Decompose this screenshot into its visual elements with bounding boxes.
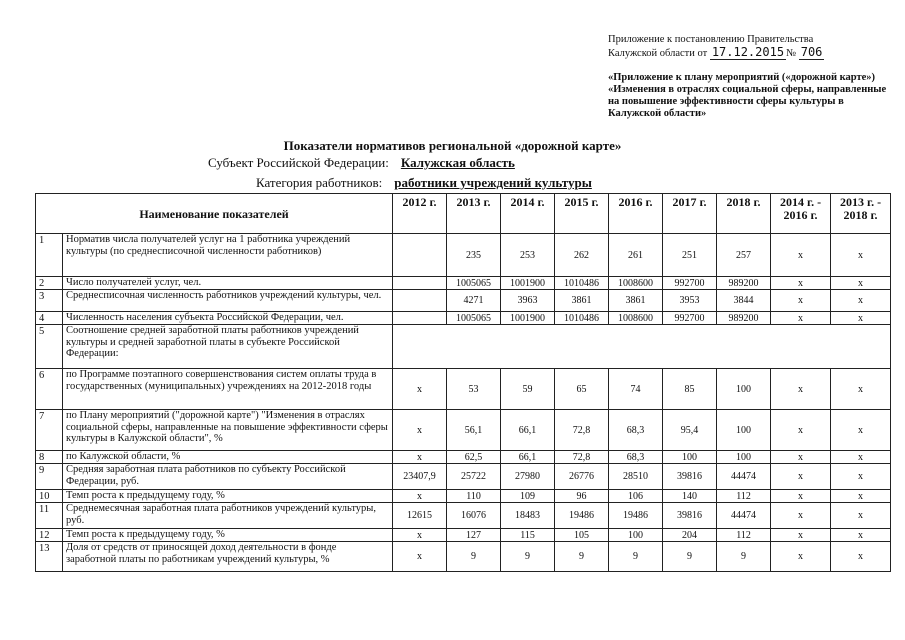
- row-value-cell: 25722: [447, 464, 501, 490]
- row-indicator-name: по Калужской области, %: [63, 451, 393, 464]
- row-number: 10: [36, 490, 63, 503]
- row-value-cell: 109: [501, 490, 555, 503]
- row-value-cell: 18483: [501, 503, 555, 529]
- row-value-cell: x: [831, 277, 891, 290]
- row-value-cell: 26776: [555, 464, 609, 490]
- row-value-cell: 9: [663, 542, 717, 572]
- row-value-cell: [393, 234, 447, 277]
- row-value-cell: 989200: [717, 277, 771, 290]
- subject-row: [208, 155, 515, 171]
- row-value-cell: 96: [555, 490, 609, 503]
- row-value-cell: 261: [609, 234, 663, 277]
- row-value-cell: 72,8: [555, 451, 609, 464]
- table-row: [36, 234, 891, 277]
- row-value-cell: 1005065: [447, 312, 501, 325]
- table-row: [36, 542, 891, 572]
- table-row: [36, 290, 891, 312]
- row-value-cell: 9: [555, 542, 609, 572]
- row-indicator-name: по Программе поэтапного совершенствования систем оплаты труда в государственных (муниципальных) учреждениях на 2012-2018 годы: [63, 369, 393, 410]
- row-value-cell: 100: [717, 410, 771, 451]
- appendix-number-label: №: [786, 48, 797, 59]
- table-row: [36, 410, 891, 451]
- row-value-cell: x: [831, 290, 891, 312]
- row-indicator-name: Доля от средств от приносящей доход деятельности в фонде заработной платы по работникам учреждений культуры, %: [63, 542, 393, 572]
- row-value-cell: x: [831, 312, 891, 325]
- row-value-cell: 253: [501, 234, 555, 277]
- row-value-cell: 74: [609, 369, 663, 410]
- row-number: 12: [36, 529, 63, 542]
- appendix-note: [608, 34, 824, 60]
- row-value-cell: 115: [501, 529, 555, 542]
- row-value-cell: x: [393, 529, 447, 542]
- row-value-cell: 262: [555, 234, 609, 277]
- row-value-cell: 3953: [663, 290, 717, 312]
- row-value-cell: 28510: [609, 464, 663, 490]
- row-value-cell: 100: [717, 451, 771, 464]
- row-value-cell: x: [771, 277, 831, 290]
- row-value-cell: 12615: [393, 503, 447, 529]
- row-value-cell: x: [831, 464, 891, 490]
- row-value-cell: 27980: [501, 464, 555, 490]
- row-value-cell: x: [771, 464, 831, 490]
- row-value-cell: 85: [663, 369, 717, 410]
- row-value-cell: 1010486: [555, 312, 609, 325]
- row-indicator-name: Среднемесячная заработная плата работников учреждений культуры, руб.: [63, 503, 393, 529]
- row-value-cell: 1008600: [609, 312, 663, 325]
- table-row: [36, 529, 891, 542]
- row-number: 9: [36, 464, 63, 490]
- table-body: [36, 234, 891, 572]
- row-indicator-name: Численность населения субъекта Российской Федерации, чел.: [63, 312, 393, 325]
- row-indicator-name: Соотношение средней заработной платы работников учреждений культуры и средней заработной платы в субъекте Российской Федерации:: [63, 325, 393, 369]
- column-header-year: 2016 г.: [609, 194, 663, 234]
- row-value-cell: 251: [663, 234, 717, 277]
- column-header-name: Наименование показателей: [36, 194, 393, 234]
- row-number: 7: [36, 410, 63, 451]
- row-number: 2: [36, 277, 63, 290]
- row-value-cell: x: [831, 369, 891, 410]
- row-value-cell: 39816: [663, 503, 717, 529]
- row-indicator-name: Среднесписочная численность работников учреждений культуры, чел.: [63, 290, 393, 312]
- column-header-year: 2013 г.: [447, 194, 501, 234]
- row-value-cell: x: [831, 234, 891, 277]
- row-value-cell: 3844: [717, 290, 771, 312]
- row-value-cell: 992700: [663, 312, 717, 325]
- appendix-line-1: Приложение к постановлению Правительства: [608, 34, 814, 45]
- row-value-cell: 9: [717, 542, 771, 572]
- row-value-cell: 66,1: [501, 410, 555, 451]
- row-value-cell: 1001900: [501, 312, 555, 325]
- row-merged-cell: [393, 325, 891, 369]
- row-indicator-name: Темп роста к предыдущему году, %: [63, 529, 393, 542]
- row-number: 1: [36, 234, 63, 277]
- row-value-cell: 1010486: [555, 277, 609, 290]
- row-value-cell: 204: [663, 529, 717, 542]
- row-value-cell: x: [771, 290, 831, 312]
- table-row: [36, 464, 891, 490]
- table-row: [36, 490, 891, 503]
- row-value-cell: x: [771, 369, 831, 410]
- row-value-cell: 68,3: [609, 451, 663, 464]
- row-value-cell: 39816: [663, 464, 717, 490]
- row-value-cell: x: [393, 490, 447, 503]
- row-value-cell: x: [393, 542, 447, 572]
- row-value-cell: 95,4: [663, 410, 717, 451]
- row-value-cell: x: [771, 503, 831, 529]
- row-value-cell: x: [831, 410, 891, 451]
- row-value-cell: x: [771, 234, 831, 277]
- row-value-cell: 9: [447, 542, 501, 572]
- document-title: Показатели нормативов региональной «дорожной карте»: [283, 138, 622, 153]
- row-value-cell: 110: [447, 490, 501, 503]
- row-value-cell: 23407,9: [393, 464, 447, 490]
- row-value-cell: 112: [717, 529, 771, 542]
- category-row: [256, 175, 592, 191]
- row-indicator-name: Число получателей услуг, чел.: [63, 277, 393, 290]
- row-value-cell: x: [771, 490, 831, 503]
- table-row: [36, 369, 891, 410]
- subject-value: Калужская область: [400, 155, 515, 170]
- row-value-cell: x: [393, 369, 447, 410]
- row-value-cell: 62,5: [447, 451, 501, 464]
- row-value-cell: x: [771, 410, 831, 451]
- row-value-cell: 3963: [501, 290, 555, 312]
- row-value-cell: x: [771, 312, 831, 325]
- row-value-cell: 100: [663, 451, 717, 464]
- column-header-year: 2012 г.: [393, 194, 447, 234]
- table-header-row: [36, 194, 891, 234]
- row-value-cell: [393, 312, 447, 325]
- row-value-cell: 3861: [555, 290, 609, 312]
- row-value-cell: 19486: [609, 503, 663, 529]
- column-header-year: 2017 г.: [663, 194, 717, 234]
- appendix-number: 706: [800, 45, 823, 59]
- row-number: 8: [36, 451, 63, 464]
- row-value-cell: 140: [663, 490, 717, 503]
- table-row: [36, 312, 891, 325]
- row-value-cell: x: [771, 451, 831, 464]
- row-indicator-name: Темп роста к предыдущему году, %: [63, 490, 393, 503]
- row-value-cell: 44474: [717, 464, 771, 490]
- indicators-table: [35, 193, 891, 572]
- row-value-cell: 127: [447, 529, 501, 542]
- row-number: 11: [36, 503, 63, 529]
- row-value-cell: 56,1: [447, 410, 501, 451]
- row-value-cell: 989200: [717, 312, 771, 325]
- row-value-cell: 106: [609, 490, 663, 503]
- row-value-cell: 1001900: [501, 277, 555, 290]
- row-value-cell: 9: [501, 542, 555, 572]
- row-value-cell: 3861: [609, 290, 663, 312]
- row-value-cell: x: [831, 490, 891, 503]
- row-number: 5: [36, 325, 63, 369]
- row-number: 4: [36, 312, 63, 325]
- row-value-cell: 992700: [663, 277, 717, 290]
- category-label: Категория работников:: [256, 175, 383, 190]
- row-value-cell: x: [393, 451, 447, 464]
- row-value-cell: x: [831, 529, 891, 542]
- row-value-cell: 65: [555, 369, 609, 410]
- appendix-line-2: [608, 46, 824, 60]
- row-value-cell: 9: [609, 542, 663, 572]
- row-value-cell: x: [771, 542, 831, 572]
- row-value-cell: 16076: [447, 503, 501, 529]
- row-value-cell: 100: [609, 529, 663, 542]
- row-number: 13: [36, 542, 63, 572]
- row-value-cell: 257: [717, 234, 771, 277]
- row-value-cell: x: [831, 503, 891, 529]
- row-number: 3: [36, 290, 63, 312]
- row-number: 6: [36, 369, 63, 410]
- table-row: [36, 503, 891, 529]
- subject-label: Субъект Российской Федерации:: [208, 155, 389, 170]
- row-value-cell: x: [393, 410, 447, 451]
- row-indicator-name: Средняя заработная плата работников по субъекту Российской Федерации, руб.: [63, 464, 393, 490]
- row-value-cell: 44474: [717, 503, 771, 529]
- row-value-cell: 4271: [447, 290, 501, 312]
- row-value-cell: 72,8: [555, 410, 609, 451]
- row-value-cell: 1005065: [447, 277, 501, 290]
- table-row: [36, 451, 891, 464]
- table-row: [36, 325, 891, 369]
- row-value-cell: x: [771, 529, 831, 542]
- row-value-cell: 112: [717, 490, 771, 503]
- row-value-cell: x: [831, 542, 891, 572]
- row-value-cell: 100: [717, 369, 771, 410]
- column-header-year: 2018 г.: [717, 194, 771, 234]
- row-value-cell: 59: [501, 369, 555, 410]
- column-header-year: 2015 г.: [555, 194, 609, 234]
- row-value-cell: 1008600: [609, 277, 663, 290]
- row-indicator-name: Норматив числа получателей услуг на 1 работника учреждений культуры (по среднесписочной численности работников): [63, 234, 393, 277]
- plan-reference: «Приложение к плану мероприятий («дорожной карте») «Изменения в отраслях социальной сферы, направленные на повышение эффективности сферы культуры в Калужской области»: [608, 72, 887, 119]
- row-value-cell: 19486: [555, 503, 609, 529]
- appendix-line-2-prefix: Калужской области от: [608, 48, 708, 59]
- row-value-cell: [393, 277, 447, 290]
- category-value: работники учреждений культуры: [394, 175, 592, 190]
- row-indicator-name: по Плану мероприятий ("дорожной карте") "Изменения в отраслях социальной сферы, направленные на повышение эффективности сферы культуры в Калужской области", %: [63, 410, 393, 451]
- row-value-cell: 68,3: [609, 410, 663, 451]
- column-header-year: 2014 г.: [501, 194, 555, 234]
- row-value-cell: x: [831, 451, 891, 464]
- column-header-period: 2013 г. - 2018 г.: [831, 194, 891, 234]
- row-value-cell: 235: [447, 234, 501, 277]
- row-value-cell: [393, 290, 447, 312]
- appendix-date: 17.12.2015: [711, 45, 785, 59]
- row-value-cell: 105: [555, 529, 609, 542]
- column-header-period: 2014 г. - 2016 г.: [771, 194, 831, 234]
- row-value-cell: 53: [447, 369, 501, 410]
- table-row: [36, 277, 891, 290]
- row-value-cell: 66,1: [501, 451, 555, 464]
